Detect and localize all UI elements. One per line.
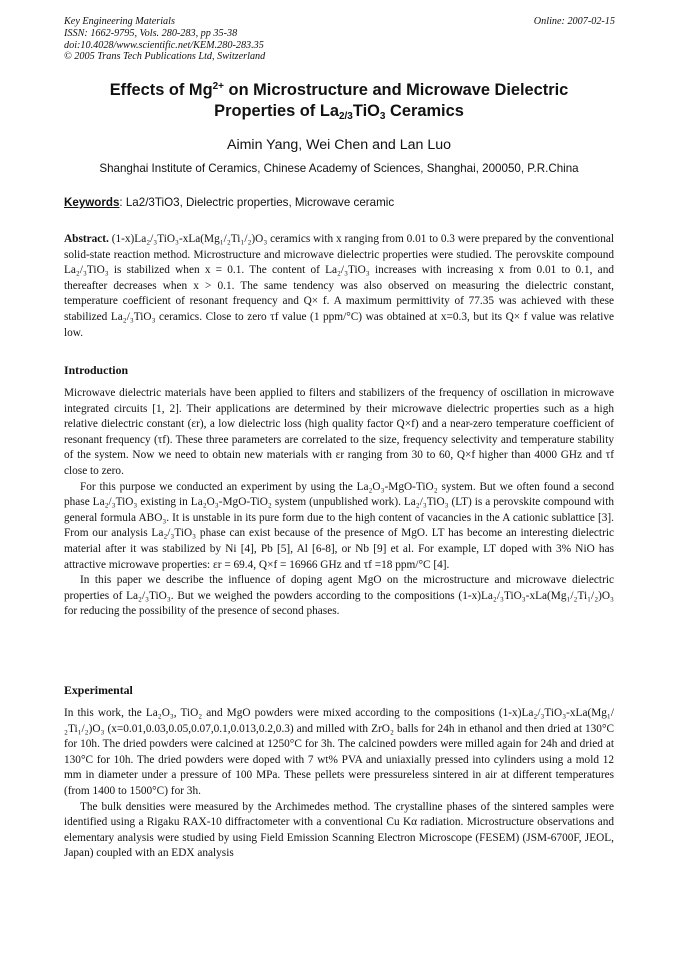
title-text-4: TiO: [352, 102, 380, 120]
title-text-1: Effects of Mg: [109, 81, 213, 99]
intro-paragraph-1: Microwave dielectric materials have been applied to filters and stabilizers of the frequency of oscillation in microwave integrated circuits [1, 2]. Their applications are determined by their microwave dielectric properties such as a high relative dielectric constant (εr), a low dielectric loss (high quality factor Q×f) and a near-zero temperature coefficient of resonant frequency (τf). These three parameters are correlated to the size, frequency selectivity and temperature stability of the system. Now we need to obtain new materials with εr ranging from 30 to 60, Q×f higher than 4000 GHz and τf close to zero.: [64, 387, 614, 477]
introduction-section: [64, 386, 614, 620]
experimental-section: [64, 706, 614, 862]
experimental-paragraph-2: The bulk densities were measured by the Archimedes method. The crystalline phases of the sintered samples were identified using a Rigaku RAX-10 diffractometer with a conventional Cu Kα radiation. Microstructure observations and elementary analysis were studied by using Field Emission Scanning Electron Microscope (FESEM) (JSM-6700F, JEOL, Japan) coupled with an EDX analysis: [64, 800, 614, 860]
title-text-5: Ceramics: [385, 102, 464, 120]
journal-name: Key Engineering Materials: [64, 16, 175, 27]
online-date: Online: 2007-02-15: [533, 16, 615, 27]
experimental-paragraph-1: In this work, the La₂O₃, TiO₂ and MgO powders were mixed according to the compositions (1-x)La₂/₃TiO₃-xLa(Mg₁/₂Ti₁/₂)O₃ (x=0.01,0.03,0.05,0.07,0.1,0.013,0.2,0.3) and milled with ZrO₂ balls for 24h in ethanol and then dried at 130°C for 10h. The dried powders were calcined at 1250°C for 3h. The calcined powders were milled again for 24h and dried at 130°C for 10h. The dried powders were doped with 7 wt% PVA and uniaxially pressed into cylinders using a mold 12 mm in diameter under a pressure of 100 MPa. These pellets were pressureless sintered in air at different temperatures (from 1400 to 1500°C) for 3h.: [64, 707, 614, 797]
abstract-label: Abstract.: [64, 233, 109, 245]
keywords-line: [64, 196, 394, 209]
issn-line: ISSN: 1662-9795, Vols. 280-283, pp 35-38: [64, 27, 238, 39]
experimental-heading: Experimental: [64, 683, 133, 697]
title-text-3: Properties of La: [214, 102, 339, 120]
title-superscript: 2+: [212, 81, 224, 92]
intro-paragraph-3: In this paper we describe the influence of doping agent MgO on the microstructure and microwave dielectric properties of La₂/₃TiO₃. But we weighed the powders according to the compositions (1-x)La₂/₃TiO₃-xLa(Mg₁/₂Ti₁/₂)O₃ for reducing the possibility of the presence of second phases.: [64, 574, 614, 618]
title-text-2: on Microstructure and Microwave Dielectric: [224, 81, 569, 99]
abstract-section: [64, 232, 614, 341]
publication-info: [64, 16, 265, 63]
abstract-text: (1-x)La₂/₃TiO₃-xLa(Mg₁/₂Ti₁/₂)O₃ ceramics with x ranging from 0.01 to 0.3 were prepared by the conventional solid-state reaction method. Microstructure and microwave dielectric properties were studied. The perovskite compound La₂/₃TiO₃ is stabilized when x = 0.1. The content of La₂/₃TiO₃ increases with increasing x from 0.01 to 0.1, and thereafter decreases when x > 0.1. The same tendency was also observed on measuring the dielectric constant, temperature coefficient of resonant frequency and Q× f. A maximum permittivity of 77.35 was achieved with these stabilized La₂/₃TiO₃ ceramics. Close to zero τf value (1 ppm/°C) was obtained at x=0.3, but its Q× f value was relative low.: [64, 233, 614, 339]
author-list: Aimin Yang, Wei Chen and Lan Luo: [227, 137, 451, 153]
keywords-text: : La2/3TiO3, Dielectric properties, Microwave ceramic: [119, 196, 395, 209]
title-subscript-2: 3: [379, 111, 386, 122]
intro-paragraph-2: For this purpose we conducted an experiment by using the La₂O₃-MgO-TiO₂ system. But we often found a second phase La₂/₃TiO₃ existing in La₂O₃-MgO-TiO₂ system (unpublished work). La₂/₃TiO₃ (LT) is a perovskite compound with general formula ABO₃. It is unstable in its pure form due to the high content of vacancies in the A cationic sublattice [3]. From our analysis La₂/₃TiO₃ phase can exist because of the presence of MgO. LT has become an interesting dielectric material after it was stabilized by Ni [4], Pb [5], Al [6-8], or Nb [9] et al. For example, LT doped with 3% NiO has attractive microwave properties: εr = 69.4, Q×f = 16966 GHz and τf =18 ppm/°C [4].: [64, 480, 614, 571]
copyright-line: © 2005 Trans Tech Publications Ltd, Switzerland: [64, 51, 266, 63]
doi-line: doi:10.4028/www.scientific.net/KEM.280-283.35: [64, 39, 264, 51]
introduction-heading: Introduction: [64, 363, 129, 377]
title-subscript-1: 2/3: [338, 111, 353, 122]
affiliation: Shanghai Institute of Ceramics, Chinese Academy of Sciences, Shanghai, 200050, P.R.China: [99, 162, 579, 175]
paper-title: [40, 80, 638, 122]
keywords-label: Keywords: [64, 196, 120, 209]
